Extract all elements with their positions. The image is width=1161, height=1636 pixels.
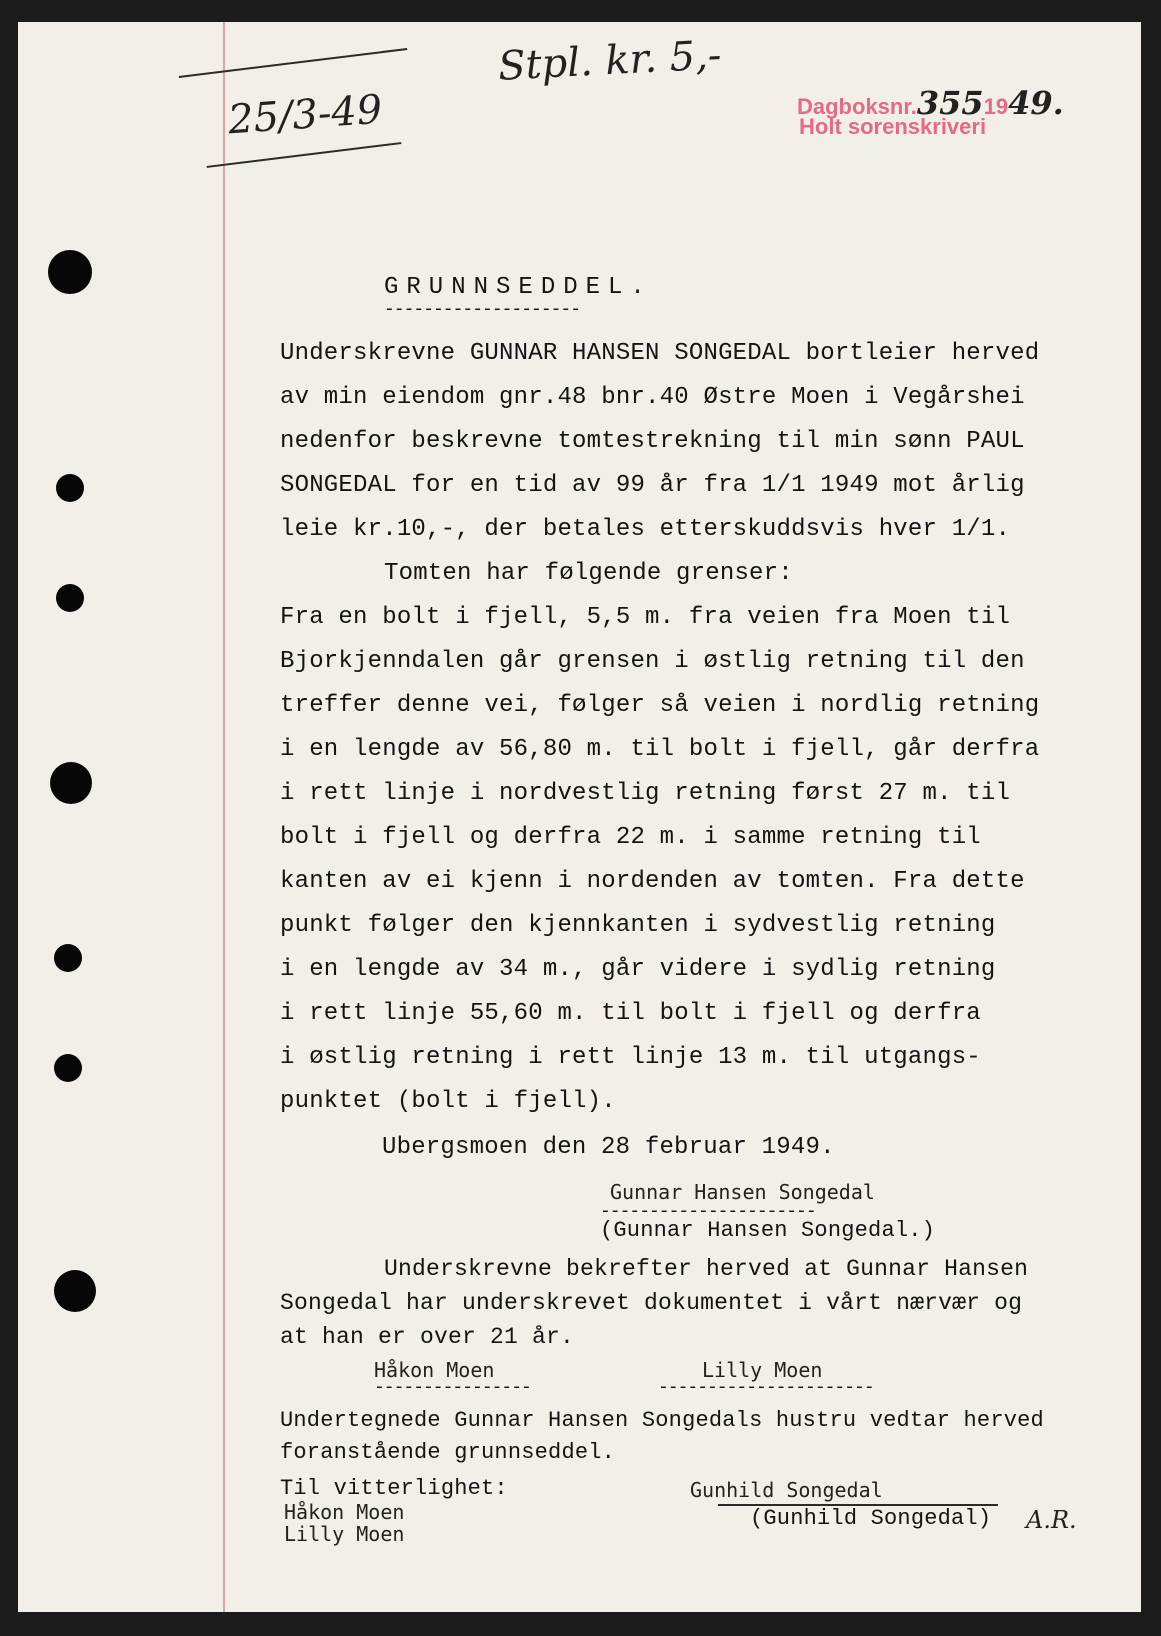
- stamp-prefix: Dagboksnr.: [797, 94, 917, 119]
- body-line: leie kr.10,-, der betales etterskuddsvis hver 1/1.: [280, 516, 1011, 543]
- body-line: punktet (bolt i fjell).: [280, 1088, 616, 1115]
- stamp-year-hand: 49.: [1008, 84, 1064, 122]
- witness-line: Underskrevne bekrefter herved at Gunnar Hansen: [384, 1256, 1029, 1282]
- body-line: i østlig retning i rett linje 13 m. til utgangs-: [280, 1044, 981, 1071]
- signature-typed-name-2: (Gunhild Songedal): [750, 1506, 992, 1531]
- witness-signature-lilly: Lilly Moen: [702, 1358, 823, 1382]
- witness-signature-hakon: Håkon Moen: [374, 1358, 495, 1382]
- attest-witness-lilly: Lilly Moen: [284, 1522, 405, 1546]
- consent-line: foranstående grunnseddel.: [280, 1440, 616, 1465]
- body-line: i en lengde av 56,80 m. til bolt i fjell, går derfra: [280, 736, 1040, 763]
- body-line: Bjorkjenndalen går grensen i østlig retning til den: [280, 648, 1025, 675]
- margin-line: [223, 22, 225, 1612]
- attest-witness-hakon: Håkon Moen: [284, 1500, 405, 1524]
- date-line: Ubergsmoen den 28 februar 1949.: [382, 1134, 835, 1161]
- body-line: nedenfor beskrevne tomtestrekning til min sønn PAUL: [280, 428, 1025, 455]
- body-line: punkt følger den kjennkanten i sydvestlig retning: [280, 912, 996, 939]
- body-line: bolt i fjell og derfra 22 m. i samme retning til: [280, 824, 981, 851]
- date-overline: [179, 48, 408, 78]
- signature-gunnar: Gunnar Hansen Songedal: [610, 1180, 875, 1204]
- signature-line: ----------------------: [600, 1202, 816, 1222]
- witness-line: at han er over 21 år.: [280, 1324, 575, 1350]
- document-page: [18, 22, 1141, 1612]
- body-line: Tomten har følgende grenser:: [384, 560, 793, 587]
- registry-stamp-line2: Holt sorenskriveri: [799, 114, 987, 139]
- punch-hole: [54, 1054, 82, 1082]
- punch-hole: [54, 1270, 96, 1312]
- body-line: av min eiendom gnr.48 bnr.40 Østre Moen i Vegårshei: [280, 384, 1025, 411]
- document-title: GRUNNSEDDEL.: [384, 274, 653, 301]
- punch-hole: [48, 250, 92, 294]
- handwritten-initials: A.R.: [1026, 1506, 1077, 1534]
- signature-typed-name: (Gunnar Hansen Songedal.): [600, 1218, 936, 1243]
- body-line: treffer denne vei, følger så veien i nordlig retning: [280, 692, 1040, 719]
- body-line: Fra en bolt i fjell, 5,5 m. fra veien fra Moen til: [280, 604, 1011, 631]
- body-line: kanten av ei kjenn i nordenden av tomten. Fra dette: [280, 868, 1025, 895]
- body-line: i rett linje i nordvestlig retning først 27 m. til: [280, 780, 1011, 807]
- handwritten-fee: Stpl. kr. 5,-: [496, 32, 723, 90]
- witness-line-2: ----------------------: [658, 1378, 874, 1398]
- punch-hole: [56, 474, 84, 502]
- body-line: Underskrevne GUNNAR HANSEN SONGEDAL bortleier herved: [280, 340, 1040, 367]
- body-line: i rett linje 55,60 m. til bolt i fjell og derfra: [280, 1000, 981, 1027]
- stamp-number: 355: [916, 84, 984, 122]
- title-underline: --------------------: [384, 300, 581, 320]
- witness-line: Songedal har underskrevet dokumentet i vårt nærvær og: [280, 1290, 1023, 1316]
- body-line: SONGEDAL for en tid av 99 år fra 1/1 1949 mot årlig: [280, 472, 1025, 499]
- date-underline: [207, 142, 402, 168]
- handwritten-date: 25/3-49: [226, 86, 384, 144]
- punch-hole: [56, 584, 84, 612]
- punch-hole: [54, 944, 82, 972]
- consent-line: Undertegnede Gunnar Hansen Songedals hustru vedtar herved: [280, 1408, 1044, 1433]
- signature-gunhild: Gunhild Songedal: [690, 1478, 883, 1502]
- attest-label: Til vitterlighet:: [280, 1476, 508, 1501]
- body-line: i en lengde av 34 m., går videre i sydlig retning: [280, 956, 996, 983]
- stamp-year-printed: 19: [983, 94, 1009, 119]
- witness-line-1: ----------------: [374, 1378, 531, 1398]
- punch-hole: [50, 762, 92, 804]
